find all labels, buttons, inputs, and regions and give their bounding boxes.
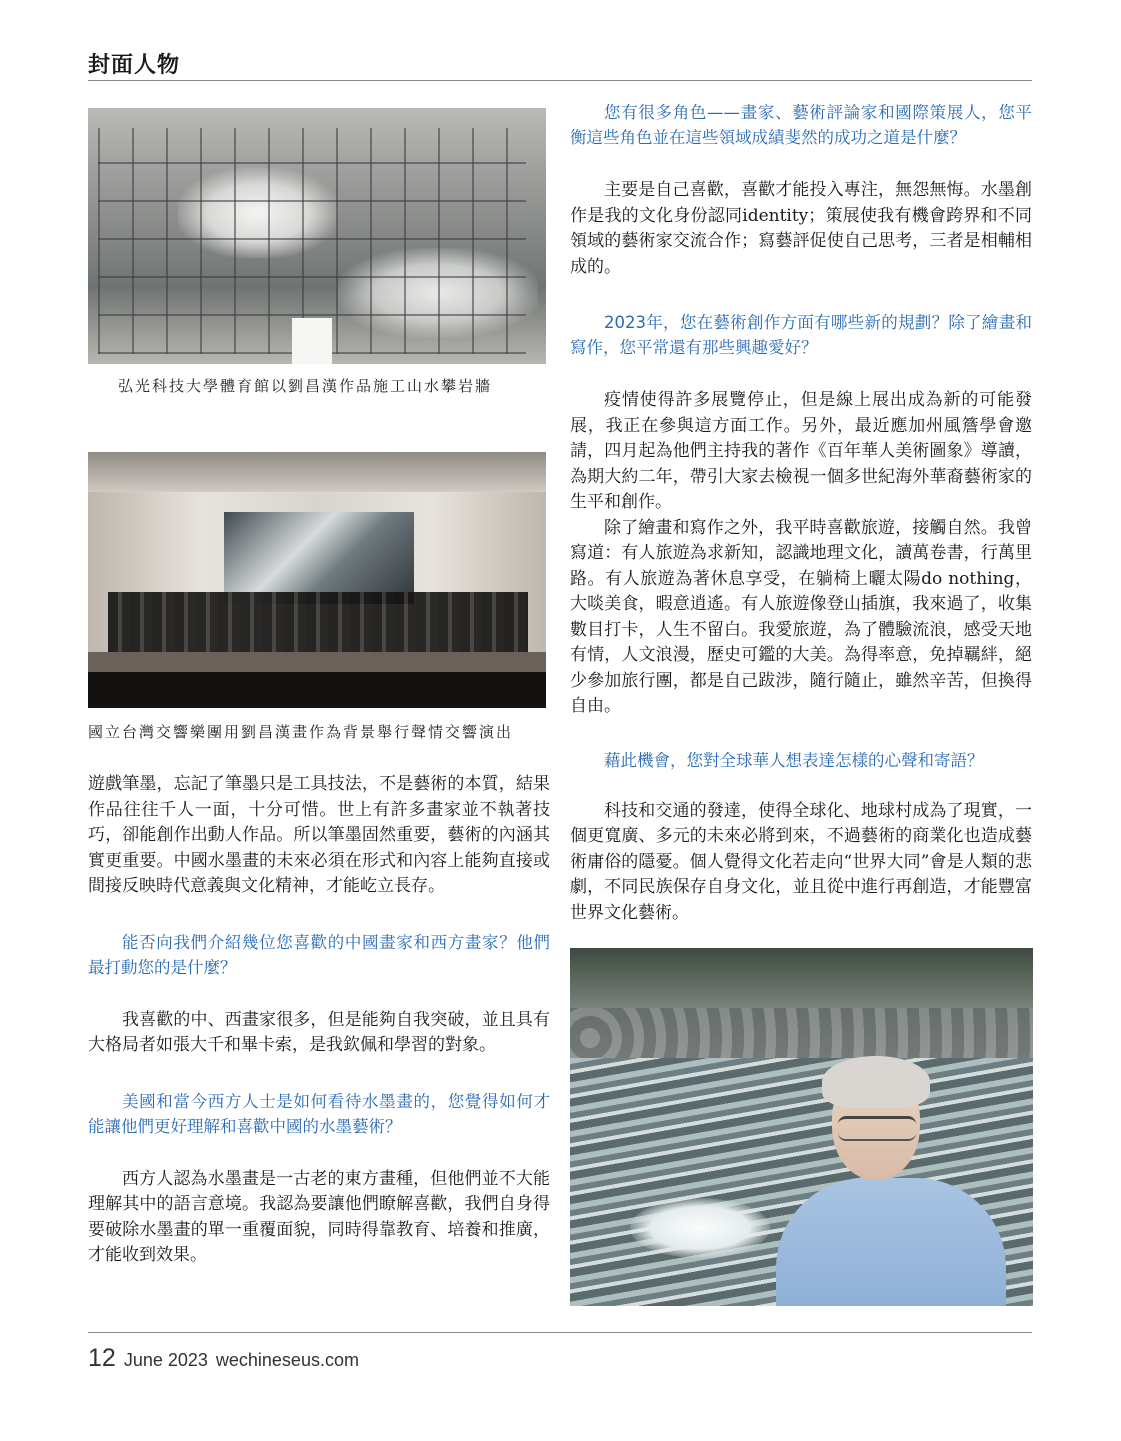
interview-answer: 我喜歡的中、西畫家很多，但是能夠自我突破，並且具有大格局者如張大千和畢卡索，是我欽佩和學習的對象。 [88,1009,550,1055]
orchestra-photo [88,452,546,708]
interview-question: 藉此機會，您對全球華人想表達怎樣的心聲和寄語？ [604,750,984,770]
scaffold-caption: 弘光科技大學體育館以劉昌漢作品施工山水攀岩牆 [118,377,493,395]
interview-question: 您有很多角色——畫家、藝術評論家和國際策展人，您平衡這些角色並在這些領域成績斐然的成功之道是什麼？ [570,103,1032,147]
interview-question: 能否向我們介紹幾位您喜歡的中國畫家和西方畫家？他們最打動您的是什麼？ [88,932,550,977]
orchestra-caption: 國立台灣交響樂團用劉昌漢畫作為背景舉行聲情交響演出 [88,723,514,741]
section-label: 封面人物 [88,52,181,78]
left-column [88,108,550,1269]
interview-answer: 西方人認為水墨畫是一古老的東方畫種，但他們並不大能理解其中的語言意境。我認為要讓他們瞭解喜歡，我們自身得要破除水墨畫的單一重覆面貌，同時得靠教育、培養和推廣，才能收到效果。 [88,1168,550,1265]
interview-question: 美國和當今西方人士是如何看待水墨畫的，您覺得如何才能讓他們更好理解和喜歡中國的水墨藝術？ [88,1091,550,1136]
interview-answer: 疫情使得許多展覽停止，但是線上展出成為新的可能發展，我正在參與這方面工作。另外，最近應加州風簷學會邀請，四月起為他們主持我的著作《百年華人美術圖象》導讀，為期大約二年，帶引大家去檢視一個多世紀海外華裔藝術家的生平和創作。 [570,390,1032,512]
scaffold-wall-photo [88,108,546,364]
issue-date: June 2023 [123,1350,208,1370]
interview-answer: 科技和交通的發達，使得全球化、地球村成為了現實，一個更寬廣、多元的未來必將到來，不過藝術的商業化也造成藝術庸俗的隱憂。個人覺得文化若走向“世界大同”會是人類的悲劇，不同民族保存自身文化，並且從中進行再創造，才能豐富世界文化藝術。 [570,800,1032,923]
page-number: 12 [88,1344,116,1372]
footer-divider [88,1332,1032,1333]
interview-answer: 除了繪畫和寫作之外，我平時喜歡旅遊，接觸自然。我曾寫道：有人旅遊為求新知，認識地理文化，讀萬卷書，行萬里路。有人旅遊為著休息享受，在躺椅上曬太陽do nothing，大啖美食，暇意逍遙。有人旅遊像登山插旗，我來過了，收集數目打卡，人生不留白。我愛旅遊，為了體驗流浪，感受天地有情，人文浪漫，歷史可鑑的大美。為得率意，免掉羈絆，絕少參加旅行團，都是自己跋涉，隨行隨止，雖然辛苦，但換得自由。 [570,517,1032,716]
page-footer [88,1344,359,1373]
body-paragraph: 遊戲筆墨，忘記了筆墨只是工具技法，不是藝術的本質，結果作品往往千人一面，十分可惜。世上有許多畫家並不執著技巧，卻能創作出動人作品。所以筆墨固然重要，藝術的內涵其實更重要。中國水墨畫的未來必須在形式和內容上能夠直接或間接反映時代意義與文化精神，才能屹立長存。 [88,774,550,896]
right-column [570,100,1032,1306]
portrait-river-photo [570,948,1033,1306]
interview-question: 2023年，您在藝術創作方面有哪些新的規劃？除了繪畫和寫作，您平常還有那些興趣愛好？ [570,313,1032,357]
website-link[interactable]: wechineseus.com [215,1350,359,1370]
interview-answer: 主要是自己喜歡，喜歡才能投入專注，無怨無悔。水墨創作是我的文化身份認同identity；策展使我有機會跨界和不同領域的藝術家交流合作；寫藝評促使自己思考，三者是相輔相成的。 [570,180,1032,277]
header-divider [88,80,1032,81]
